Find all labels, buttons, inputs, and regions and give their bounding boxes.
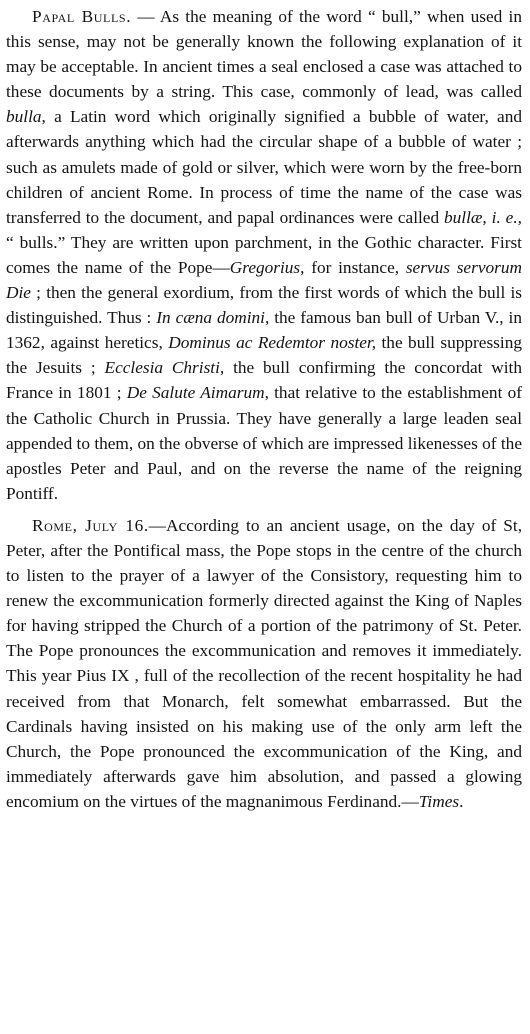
- latin-term: Ecclesia Christi,: [104, 358, 225, 378]
- latin-term: Dominus ac Redemtor noster,: [168, 333, 377, 353]
- article-papal-bulls: [6, 4, 522, 506]
- article-rome-july-16: [6, 513, 522, 814]
- text-run: , that relative to the establishment of the Catholic Church in Prussia. They have generally a large leaden seal appended to them, on the obverse of which are impressed likenesses of the apostles Peter and Paul, and on the reverse the name of the reigning Pontiff.: [6, 383, 522, 503]
- text-run: the bull suppressing the Jesuits ;: [6, 333, 522, 378]
- text-run: ; then the general exordium, from the first words of which the bull is distinguished. Thus :: [6, 283, 522, 328]
- newspaper-column: [6, 4, 522, 814]
- text-run: “ bulls.” They are written upon parchment, in the Gothic character. First comes the name of the Pope—: [6, 232, 522, 277]
- latin-term: bullæ, i. e.,: [444, 207, 522, 227]
- text-run: —According to an ancient usage, on the day of St, Peter, after the Pontifical mass, the Pope stops in the centre of the church to listen to the prayer of a lawyer of the Consistory, requesting him to renew the excommunication formerly directed against the King of Naples for having stripped the Church of a portion of the patrimony of St. Peter. The Pope pronounces the excommunication and removes it immediately. This year Pius IX , full of the recollection of the recent hospitality he had received from that Monarch, felt somewhat embarrassed. But the Cardinals having insisted on his making use of the only arm left the Church, the Pope pronounced the excommunication of the King, and immediately afterwards gave him absolution, and passed a glowing encomium on the virtues of the magnanimous Ferdinand.—: [6, 515, 523, 811]
- source-credit: Times: [418, 791, 460, 811]
- text-run: , a Latin word which originally signified a bubble of water, and afterwards anything which had the circular shape of a bubble of water ; such as amulets made of gold or silver, which were worn by the free-born children of ancient Rome. In process of time the name of the case was transferred to the document, and papal ordinances were called: [6, 107, 522, 227]
- article-heading: Rome, July 16.: [32, 515, 149, 535]
- latin-term: servus servorum Die: [6, 257, 522, 303]
- latin-term: bulla: [6, 107, 42, 127]
- text-run: — As the meaning of the word “ bull,” when used in this sense, may not be generally known the following explanation of it may be acceptable. In ancient times a seal enclosed a case was attached to these documents by a string. This case, commonly of lead, was called: [6, 7, 522, 102]
- text-run: .: [459, 791, 464, 811]
- text-run: , for instance,: [300, 257, 406, 277]
- latin-term: De Salute Aimarum: [126, 383, 265, 403]
- latin-term: In cæna domini: [156, 308, 265, 328]
- text-run: the bull confirming the concordat with France in 1801 ;: [6, 358, 522, 403]
- text-run: , the famous ban bull of Urban V., in 1362, against heretics,: [6, 308, 522, 353]
- article-heading: Papal Bulls.: [32, 7, 132, 26]
- latin-term: Gregorius: [229, 257, 301, 277]
